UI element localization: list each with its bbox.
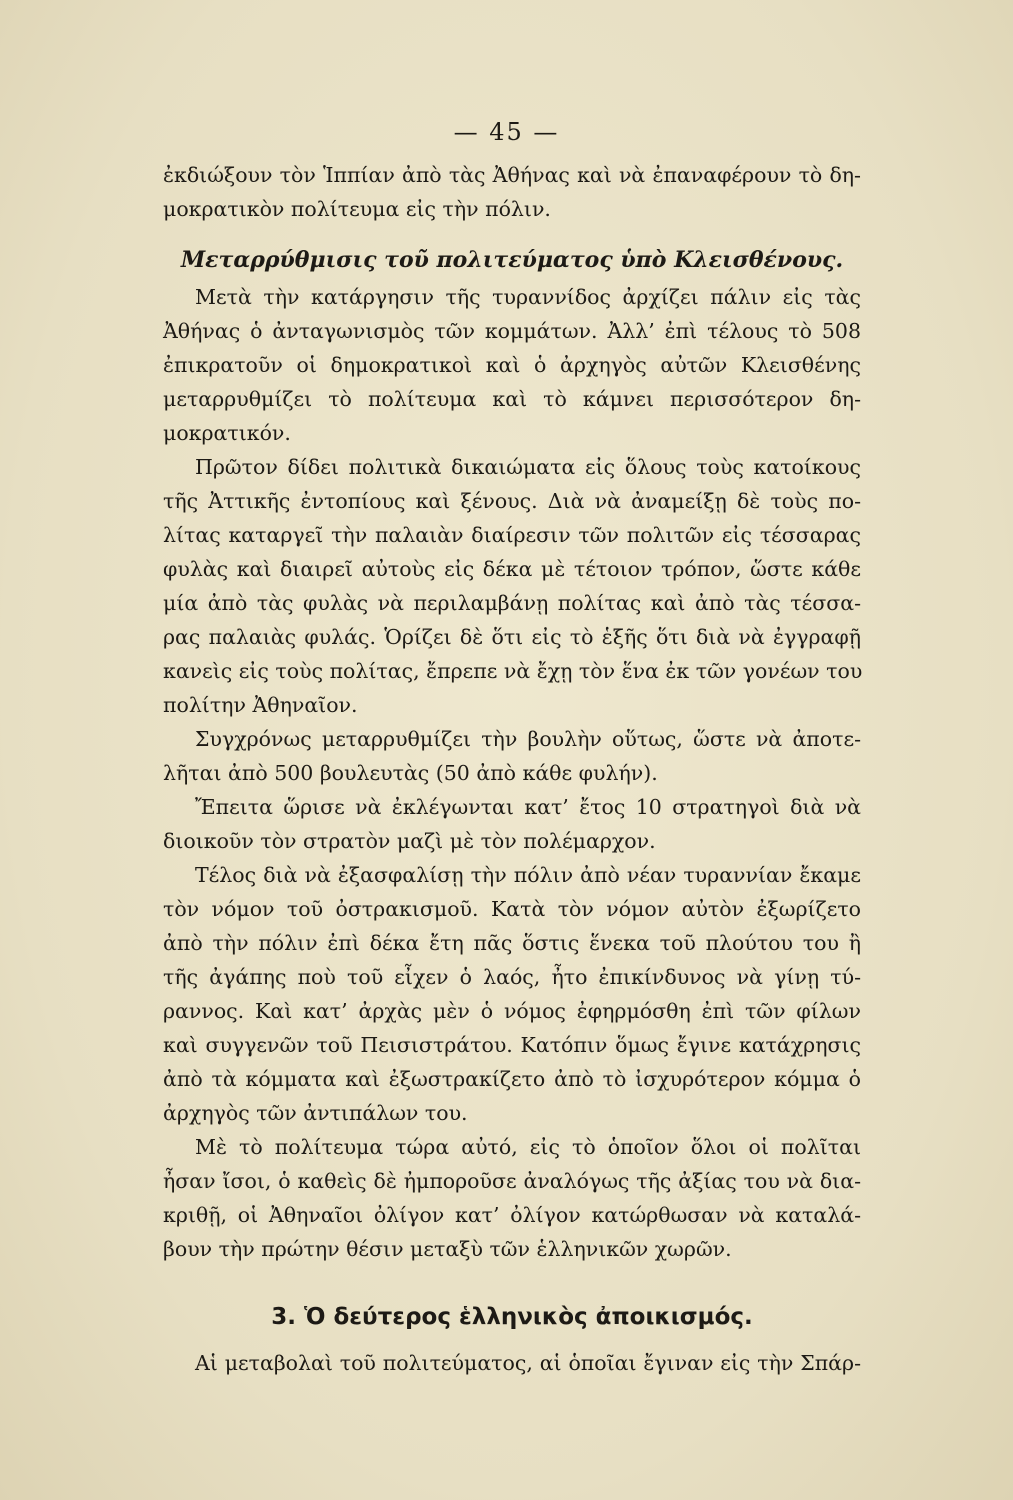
text-line: ἀπὸ τὰ κόμματα καὶ ἐξωστρακίζετο ἀπὸ τὸ ἰσχυρότερον κόμμα ὁ (163, 1067, 861, 1091)
section-heading: Μεταρρύθμισις τοῦ πολιτεύματος ὑπὸ Κλεισθένους. (180, 247, 844, 273)
text-line: Ἀθήνας ὁ ἀνταγωνισμὸς τῶν κομμάτων. Ἀλλ’ ἐπὶ τέλους τὸ 508 (163, 319, 861, 343)
text-line: ἐπικρατοῦν οἱ δημοκρατικοὶ καὶ ὁ ἀρχηγὸς αὐτῶν Κλεισθένης (163, 353, 861, 377)
text-line: μία ἀπὸ τὰς φυλὰς νὰ περιλαμβάνῃ πολίτας καὶ ἀπὸ τὰς τέσσα- (163, 591, 861, 615)
text-line: Τέλος διὰ νὰ ἐξασφαλίσῃ τὴν πόλιν ἀπὸ νέαν τυραννίαν ἔκαμε (195, 863, 861, 887)
text-line: τῆς ἀγάπης ποὺ τοῦ εἶχεν ὁ λαός, ἦτο ἐπικίνδυνος νὰ γίνῃ τύ- (163, 965, 861, 989)
text-line: ἦσαν ἴσοι, ὁ καθεὶς δὲ ἠμποροῦσε ἀναλόγως τῆς ἀξίας του νὰ δια- (163, 1169, 861, 1193)
text-line: μοκρατικὸν πολίτευμα εἰς τὴν πόλιν. (163, 197, 551, 221)
text-line: Πρῶτον δίδει πολιτικὰ δικαιώματα εἰς ὅλους τοὺς κατοίκους (195, 455, 861, 479)
text-line: διοικοῦν τὸν στρατὸν μαζὶ μὲ τὸν πολέμαρχον. (163, 829, 656, 853)
text-line: μεταρρυθμίζει τὸ πολίτευμα καὶ τὸ κάμνει περισσότερον δη- (163, 387, 861, 411)
text-line: πολίτην Ἀθηναῖον. (163, 693, 358, 717)
text-line: ἀρχηγὸς τῶν ἀντιπάλων του. (163, 1101, 468, 1125)
text-line: κανεὶς εἰς τοὺς πολίτας, ἔπρεπε νὰ ἔχῃ τὸν ἕνα ἐκ τῶν γονέων του (163, 659, 863, 683)
text-line: λῆται ἀπὸ 500 βουλευτὰς (50 ἀπὸ κάθε φυλήν). (163, 761, 658, 785)
text-line: Συγχρόνως μεταρρυθμίζει τὴν βουλὴν οὕτως, ὥστε νὰ ἀποτε- (195, 727, 861, 751)
text-line: ραννος. Καὶ κατ’ ἀρχὰς μὲν ὁ νόμος ἐφηρμόσθη ἐπὶ τῶν φίλων (163, 999, 861, 1023)
text-line: ἐκδιώξουν τὸν Ἱππίαν ἀπὸ τὰς Ἀθήνας καὶ νὰ ἐπαναφέρουν τὸ δη- (163, 163, 861, 187)
text-line: φυλὰς καὶ διαιρεῖ αὐτοὺς εἰς δέκα μὲ τέτοιον τρόπον, ὥστε κάθε (163, 557, 861, 581)
text-line: κριθῇ, οἱ Ἀθηναῖοι ὀλίγον κατ’ ὀλίγον κατώρθωσαν νὰ καταλά- (163, 1203, 861, 1227)
page-number: — 45 — (453, 118, 560, 146)
text-line: ρας παλαιὰς φυλάς. Ὁρίζει δὲ ὅτι εἰς τὸ ἑξῆς ὅτι διὰ νὰ ἐγγραφῇ (163, 625, 861, 649)
paragraph-2 (163, 450, 861, 722)
text-line: τῆς Ἀττικῆς ἐντοπίους καὶ ξένους. Διὰ νὰ ἀναμείξῃ δὲ τοὺς πο- (163, 489, 861, 513)
text-line: μοκρατικόν. (163, 421, 291, 445)
text-line: καὶ συγγενῶν τοῦ Πεισιστράτου. Κατόπιν ὅμως ἔγινε κατάχρησις (163, 1033, 861, 1057)
paragraph-6 (163, 1130, 861, 1266)
text-line: Μετὰ τὴν κατάργησιν τῆς τυραννίδος ἀρχίζει πάλιν εἰς τὰς (195, 285, 861, 309)
text-line: Μὲ τὸ πολίτευμα τώρα αὐτό, εἰς τὸ ὁποῖον ὅλοι οἱ πολῖται (195, 1135, 861, 1159)
page-text (163, 158, 861, 1380)
text-line: ἀπὸ τὴν πόλιν ἐπὶ δέκα ἔτη πᾶς ὅστις ἕνεκα τοῦ πλούτου του ἢ (163, 931, 861, 955)
text-line: τὸν νόμον τοῦ ὀστρακισμοῦ. Κατὰ τὸν νόμον αὐτὸν ἐξωρίζετο (163, 897, 861, 921)
paragraph-3 (163, 722, 861, 790)
text-line: Αἱ μεταβολαὶ τοῦ πολιτεύματος, αἱ ὁποῖαι ἔγιναν εἰς τὴν Σπάρ- (195, 1351, 861, 1375)
text-line: λίτας καταργεῖ τὴν παλαιὰν διαίρεσιν τῶν πολιτῶν εἰς τέσσαρας (163, 523, 861, 547)
text-line: βουν τὴν πρώτην θέσιν μεταξὺ τῶν ἑλληνικῶν χωρῶν. (163, 1237, 732, 1261)
paragraph-5 (163, 858, 861, 1130)
text-line: Ἔπειτα ὥρισε νὰ ἐκλέγωνται κατ’ ἔτος 10 στρατηγοὶ διὰ νὰ (195, 795, 861, 819)
paragraph-4 (163, 790, 861, 858)
section-title: 3. Ὁ δεύτερος ἑλληνικὸς ἀποικισμός. (271, 1304, 753, 1330)
paragraph-1 (163, 280, 861, 450)
